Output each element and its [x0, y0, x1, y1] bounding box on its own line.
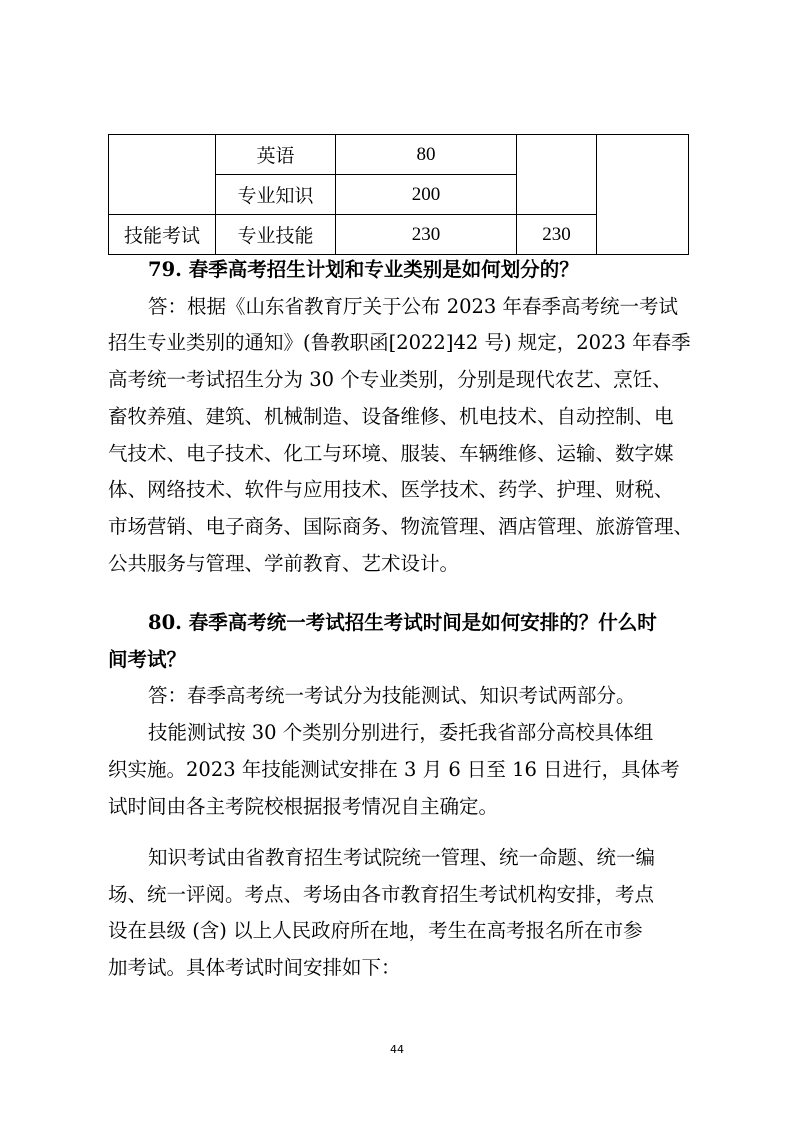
answer-line: 答：根据《山东省教育厅关于公布 2023 年春季高考统一考试: [148, 294, 679, 318]
table-cell: 80: [336, 135, 517, 175]
table-cell: 230: [336, 215, 517, 255]
table-row: [109, 135, 689, 175]
table-cell: 专业知识: [216, 175, 336, 215]
table-cell: 英语: [216, 135, 336, 175]
answer-line: 畜牧养殖、建筑、机械制造、设备维修、机电技术、自动控制、电: [108, 404, 674, 428]
paragraph-line: 知识考试由省教育招生考试院统一管理、统一命题、统一编: [148, 846, 656, 869]
question-80-title: 80. 春季高考统一考试招生考试时间是如何安排的？什么时: [148, 611, 657, 634]
answer-line: 气技术、电子技术、化工与环境、服装、车辆维修、运输、数字媒: [108, 441, 674, 465]
knowledge-exam-paragraph: [108, 840, 698, 987]
answer-line: 招生专业类别的通知》(鲁教职函[2022]42 号) 规定，2023 年春季: [108, 331, 691, 355]
answer-line: 市场营销、电子商务、国际商务、物流管理、酒店管理、旅游管理、: [108, 514, 694, 538]
table-cell: 技能考试: [109, 215, 216, 255]
table-cell: 200: [336, 175, 517, 215]
answer-line: 公共服务与管理、学前教育、艺术设计。: [108, 551, 460, 575]
table-cell: [109, 135, 216, 215]
answer-line: 高考统一考试招生分为 30 个专业类别，分别是现代农艺、烹饪、: [108, 368, 672, 392]
paragraph-line: 加考试。具体考试时间安排如下：: [108, 956, 401, 980]
table-cell: [597, 135, 689, 255]
question-79-section: [108, 252, 698, 582]
answer-line: 体、网络技术、软件与应用技术、医学技术、药学、护理、财税、: [108, 478, 674, 502]
paragraph-line: 试时间由各主考院校根据报考情况自主确定。: [108, 794, 499, 818]
answer-line: 答：春季高考统一考试分为技能测试、知识考试两部分。: [148, 684, 636, 708]
question-80-section: [108, 605, 698, 825]
score-table: [108, 134, 689, 255]
table-cell: 专业技能: [216, 215, 336, 255]
page-number: 44: [390, 1043, 404, 1056]
question-80-title: 间考试？: [108, 647, 187, 671]
paragraph-line: 设在县级 (含) 以上人民政府所在地，考生在高考报名所在市参: [108, 919, 643, 943]
paragraph-line: 技能测试按 30 个类别分别进行，委托我省部分高校具体组: [148, 721, 654, 745]
table-cell: 230: [517, 215, 597, 255]
table-cell: [517, 135, 597, 215]
paragraph-line: 场、统一评阅。考点、考场由各市教育招生考试机构安排，考点: [108, 882, 655, 906]
paragraph-line: 织实施。2023 年技能测试安排在 3 月 6 日至 16 日进行，具体考: [108, 757, 680, 781]
question-79-title: 79. 春季高考招生计划和专业类别是如何划分的？: [148, 258, 579, 281]
